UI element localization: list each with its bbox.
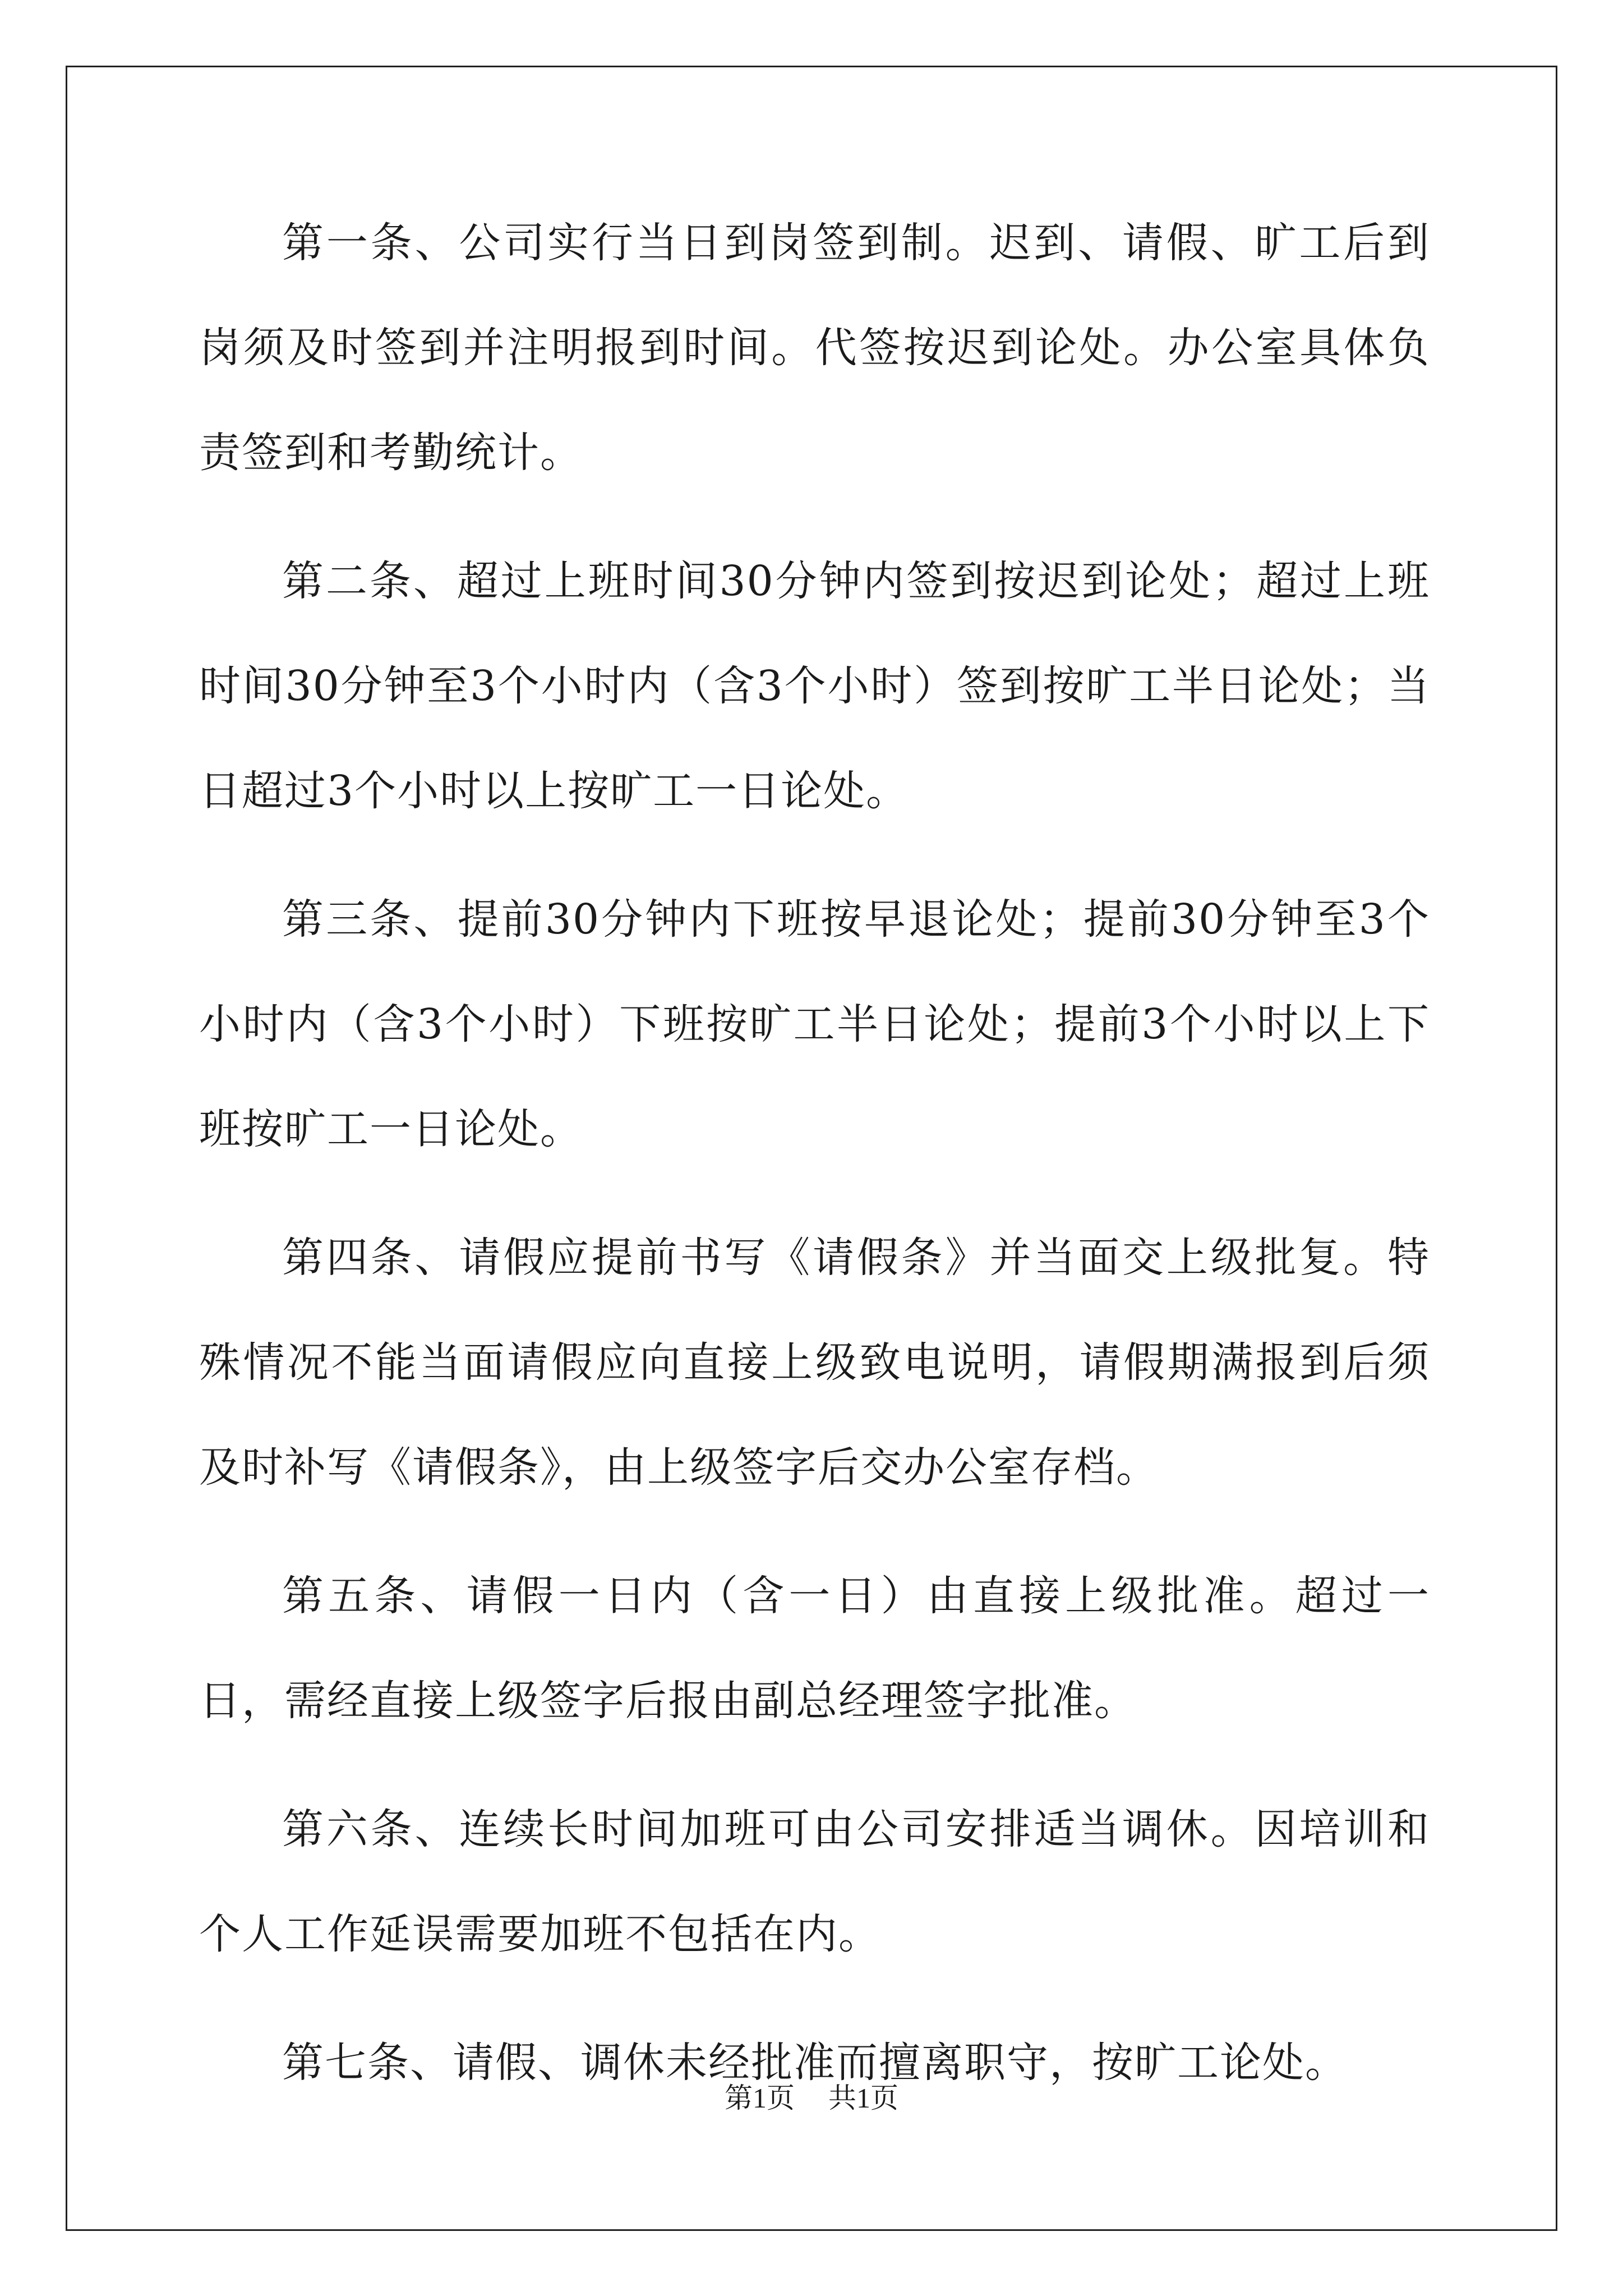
article-6: 第六条、连续长时间加班可由公司安排适当调休。因培训和个人工作延误需要加班不包括在内。: [199, 1805, 1430, 1958]
article-4: 第四条、请假应提前书写《请假条》并当面交上级批复。特殊情况不能当面请假应向直接上级致电说明，请假期满报到后须及时补写《请假条》，由上级签字后交办公室存档。: [199, 1234, 1430, 1492]
article-2: 第二条、超过上班时间30分钟内签到按迟到论处；超过上班时间30分钟至3个小时内（含3个小时）签到按旷工半日论处；当日超过3个小时以上按旷工一日论处。: [199, 557, 1430, 815]
article-3: 第三条、提前30分钟内下班按早退论处；提前30分钟至3个小时内（含3个小时）下班按旷工半日论处；提前3个小时以上下班按旷工一日论处。: [199, 895, 1430, 1153]
page-footer: [0, 2076, 1623, 2116]
page-number-total: 共1页: [828, 2082, 898, 2114]
document-body: [199, 191, 1430, 2139]
article-7: 第七条、请假、调休未经批准而擅离职守，按旷工论处。: [282, 2039, 1348, 2087]
article-5: 第五条、请假一日内（含一日）由直接上级批准。超过一日，需经直接上级签字后报由副总经理签字批准。: [199, 1572, 1430, 1725]
article-1: 第一条、公司实行当日到岗签到制。迟到、请假、旷工后到岗须及时签到并注明报到时间。代签按迟到论处。办公室具体负责签到和考勤统计。: [199, 219, 1430, 477]
page-number-current: 第1页: [725, 2082, 795, 2114]
